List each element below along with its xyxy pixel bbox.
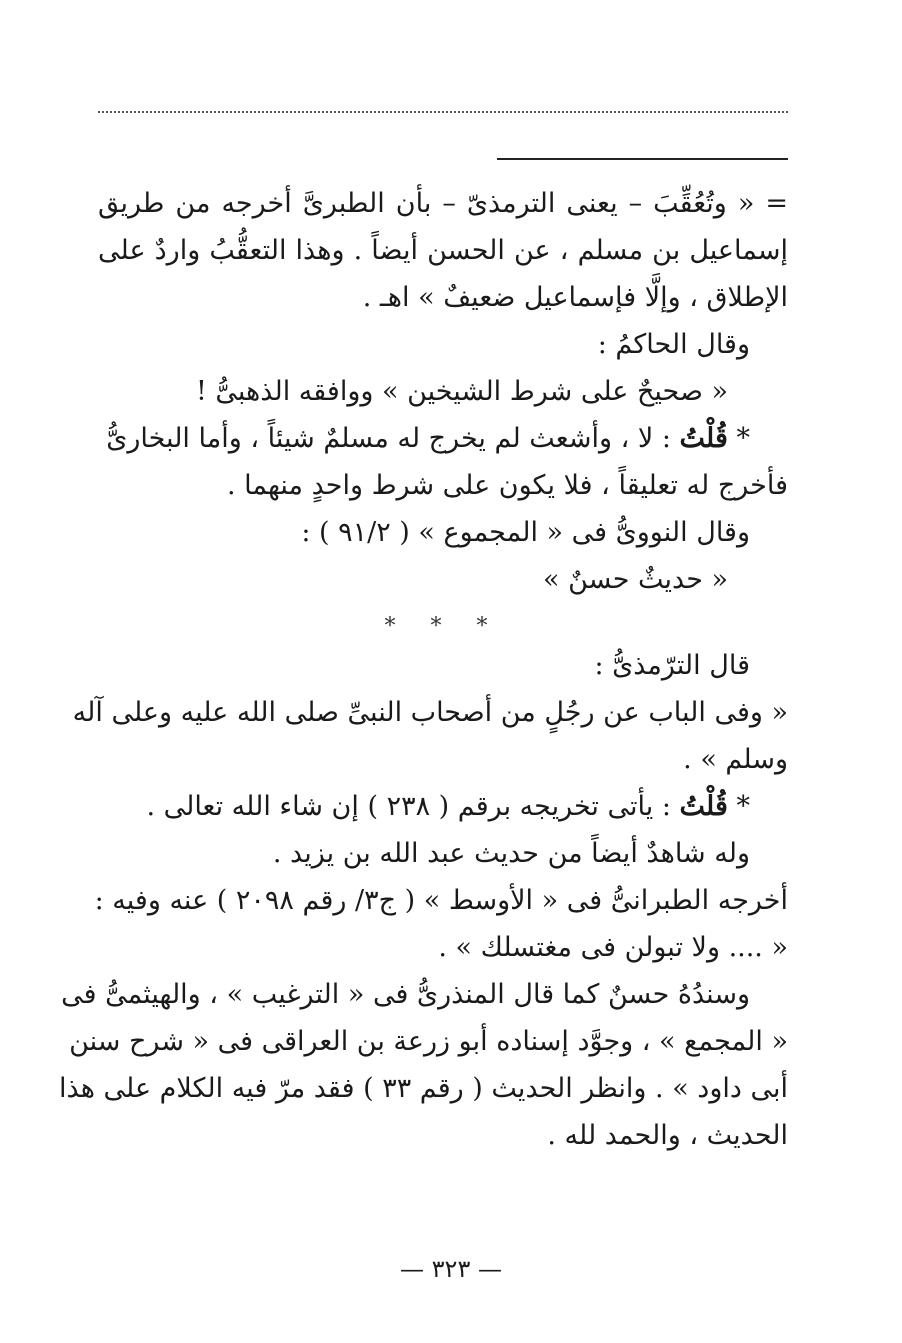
qult-text: : لا ، وأشعث لم يخرج له مسلمٌ شيئاً ، وأما البخارىُّ xyxy=(106,423,671,454)
star-marker: * xyxy=(736,791,750,822)
text-line-7: فأخرج له تعليقاً ، فلا يكون على شرط واحدٍ منهما . xyxy=(226,470,788,501)
text-line-2: إسماعيل بن مسلم ، عن الحسن أيضاً . وهذا التعقُّبُ واردٌ على xyxy=(98,235,788,266)
text-line-10: قال الترّمذىُّ : xyxy=(594,650,750,681)
text-line-9: « حديثٌ حسنٌ » xyxy=(542,564,728,595)
text-line-5: « صحيحٌ على شرط الشيخين » ووافقه الذهبىُّ ! xyxy=(195,376,728,407)
qult-label: قُلْتُ xyxy=(679,791,728,822)
text-line-3: الإطلاق ، وإلَّا فإسماعيل ضعيفٌ » اهـ . xyxy=(362,282,788,313)
text-line-20: الحديث ، والحمد لله . xyxy=(547,1120,788,1151)
main-block xyxy=(59,642,788,1159)
footnote-block xyxy=(98,180,788,603)
qult-line-1 xyxy=(98,415,788,462)
page-number: — ٣٢٣ — xyxy=(400,1255,502,1283)
text-line-16: « .... ولا تبولن فى مغتسلك » . xyxy=(438,932,788,963)
header-dotted-rule xyxy=(98,111,788,113)
text-line-4: وقال الحاكمُ : xyxy=(597,329,750,360)
text-line-17: وسندُهُ حسنٌ كما قال المنذرىُّ فى « الترغيب » ، والهيثمىُّ فى xyxy=(61,979,750,1010)
text-line-12: وسلم » . xyxy=(683,744,788,775)
qult-line-2 xyxy=(98,783,788,830)
text-line-14: وله شاهدٌ أيضاً من حديث عبد الله بن يزيد . xyxy=(272,838,750,869)
star-marker: * xyxy=(736,423,750,454)
section-separator: * * * xyxy=(384,614,502,639)
text-line-11: « وفى الباب عن رجُلٍ من أصحاب النبىِّ صلى الله عليه وعلى آله xyxy=(72,697,788,728)
text-line-1: = « وتُعُقِّبَ – يعنى الترمذىّ – بأن الطبرىَّ أخرجه من طريق xyxy=(98,188,788,219)
text-line-19: أبى داود » . وانظر الحديث ( رقم ٣٣ ) فقد مرّ فيه الكلام على هذا xyxy=(59,1073,788,1104)
text-line-18: « المجمع » ، وجوَّد إسناده أبو زرعة بن العراقى فى « شرح سنن xyxy=(69,1026,788,1057)
qult-text: : يأتى تخريجه برقم ( ٢٣٨ ) إن شاء الله تعالى . xyxy=(146,791,671,822)
footnote-separator-rule xyxy=(497,158,788,160)
text-line-15: أخرجه الطبرانىُّ فى « الأوسط » ( ج٣/ رقم ٢٠٩٨ ) عنه وفيه : xyxy=(94,885,788,916)
text-line-8: وقال النووىُّ فى « المجموع » ( ٩١/٢ ) : xyxy=(301,517,750,548)
qult-label: قُلْتُ xyxy=(679,423,728,454)
